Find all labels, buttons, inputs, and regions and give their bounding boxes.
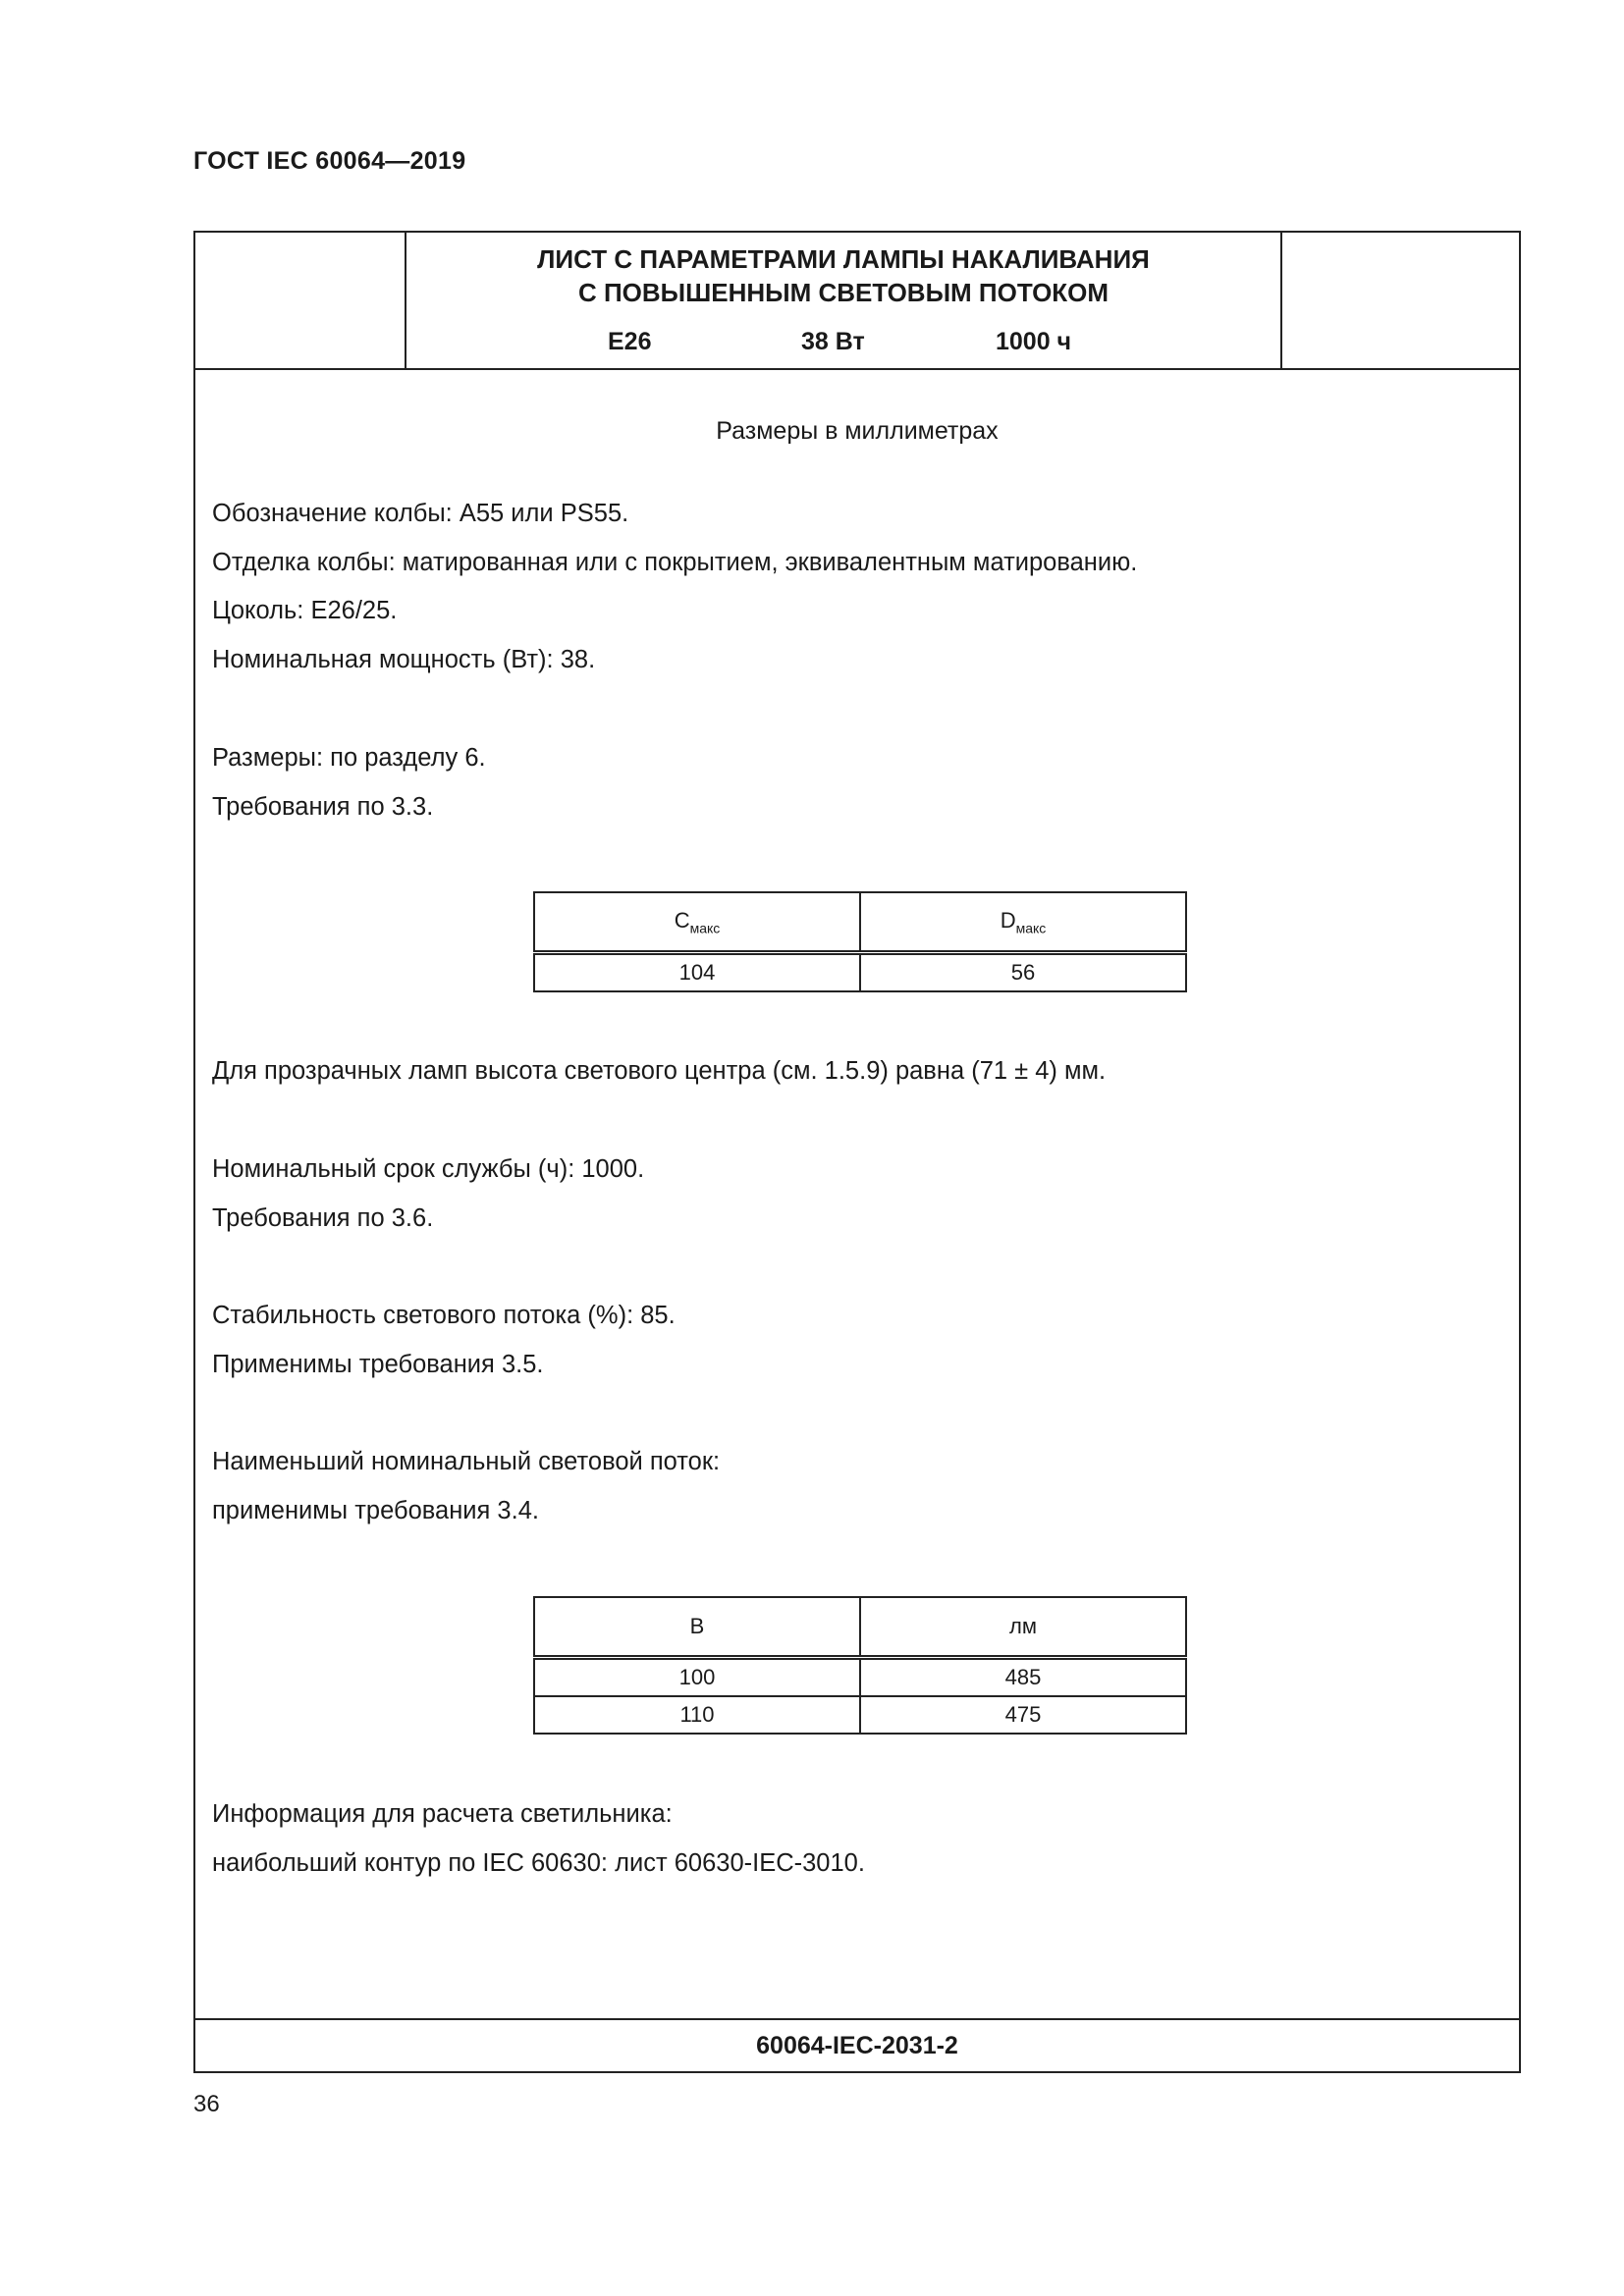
cap-type: Цоколь: E26/25. [212, 597, 398, 624]
sheet-title-line1: ЛИСТ С ПАРАМЕТРАМИ ЛАМПЫ НАКАЛИВАНИЯ [537, 244, 1150, 274]
param-base: E26 [608, 328, 652, 355]
requirements-3-3: Требования по 3.3. [212, 793, 434, 821]
page-number: 36 [193, 2091, 220, 2117]
header-c-max: $C_{макс}$ [534, 892, 860, 953]
header-lumens: лм [860, 1597, 1186, 1658]
requirements-3-4: применимы требования 3.4. [212, 1497, 539, 1524]
luminaire-info: Информация для расчета светильника: [212, 1800, 673, 1828]
sheet-code: 60064-IEC-2031-2 [195, 2018, 1519, 2071]
cell-d-max: 56 [860, 953, 1186, 992]
rated-wattage: Номинальная мощность (Вт): 38. [212, 646, 596, 673]
table-header-row [534, 1597, 1186, 1658]
title-left-cell [195, 233, 406, 368]
cell-c-max: 104 [534, 953, 860, 992]
max-contour: наибольший контур по IEC 60630: лист 60630-IEC-3010. [212, 1849, 865, 1877]
cell-volts: 100 [534, 1658, 860, 1697]
table-header-row [534, 892, 1186, 953]
min-luminous-flux: Наименьший номинальный световой поток: [212, 1448, 721, 1475]
title-right-cell [1280, 233, 1519, 368]
header-d-max: $D_{макс}$ [860, 892, 1186, 953]
rated-life: Номинальный срок службы (ч): 1000. [212, 1155, 645, 1183]
data-sheet [193, 231, 1521, 2073]
bulb-designation: Обозначение колбы: A55 или PS55. [212, 500, 629, 527]
sheet-title [406, 242, 1280, 309]
flux-stability: Стабильность светового потока (%): 85. [212, 1302, 676, 1329]
dimensions-table [533, 891, 1187, 992]
cell-lumens: 485 [860, 1658, 1186, 1697]
sheet-title-row [195, 233, 1519, 370]
table-row [534, 1658, 1186, 1697]
light-center-height: Для прозрачных ламп высота светового центра (см. 1.5.9) равна (71 ± 4) мм. [212, 1057, 1107, 1085]
dimensions-note: Размеры в миллиметрах [716, 417, 999, 445]
document-code: ГОСТ IEC 60064—2019 [193, 147, 466, 175]
dimensions-ref: Размеры: по разделу 6. [212, 744, 486, 772]
requirements-3-5: Применимы требования 3.5. [212, 1351, 544, 1378]
requirements-3-6: Требования по 3.6. [212, 1204, 434, 1232]
sheet-title-line2: С ПОВЫШЕННЫМ СВЕТОВЫМ ПОТОКОМ [577, 278, 1110, 307]
table-row [534, 953, 1186, 992]
cell-volts: 110 [534, 1696, 860, 1734]
bulb-finish: Отделка колбы: матированная или с покрытием, эквивалентным матированию. [212, 549, 1138, 576]
header-volts: В [534, 1597, 860, 1658]
param-power: 38 Вт [801, 328, 865, 355]
table-row [534, 1696, 1186, 1734]
flux-table [533, 1596, 1187, 1735]
param-life: 1000 ч [996, 328, 1072, 355]
cell-lumens: 475 [860, 1696, 1186, 1734]
